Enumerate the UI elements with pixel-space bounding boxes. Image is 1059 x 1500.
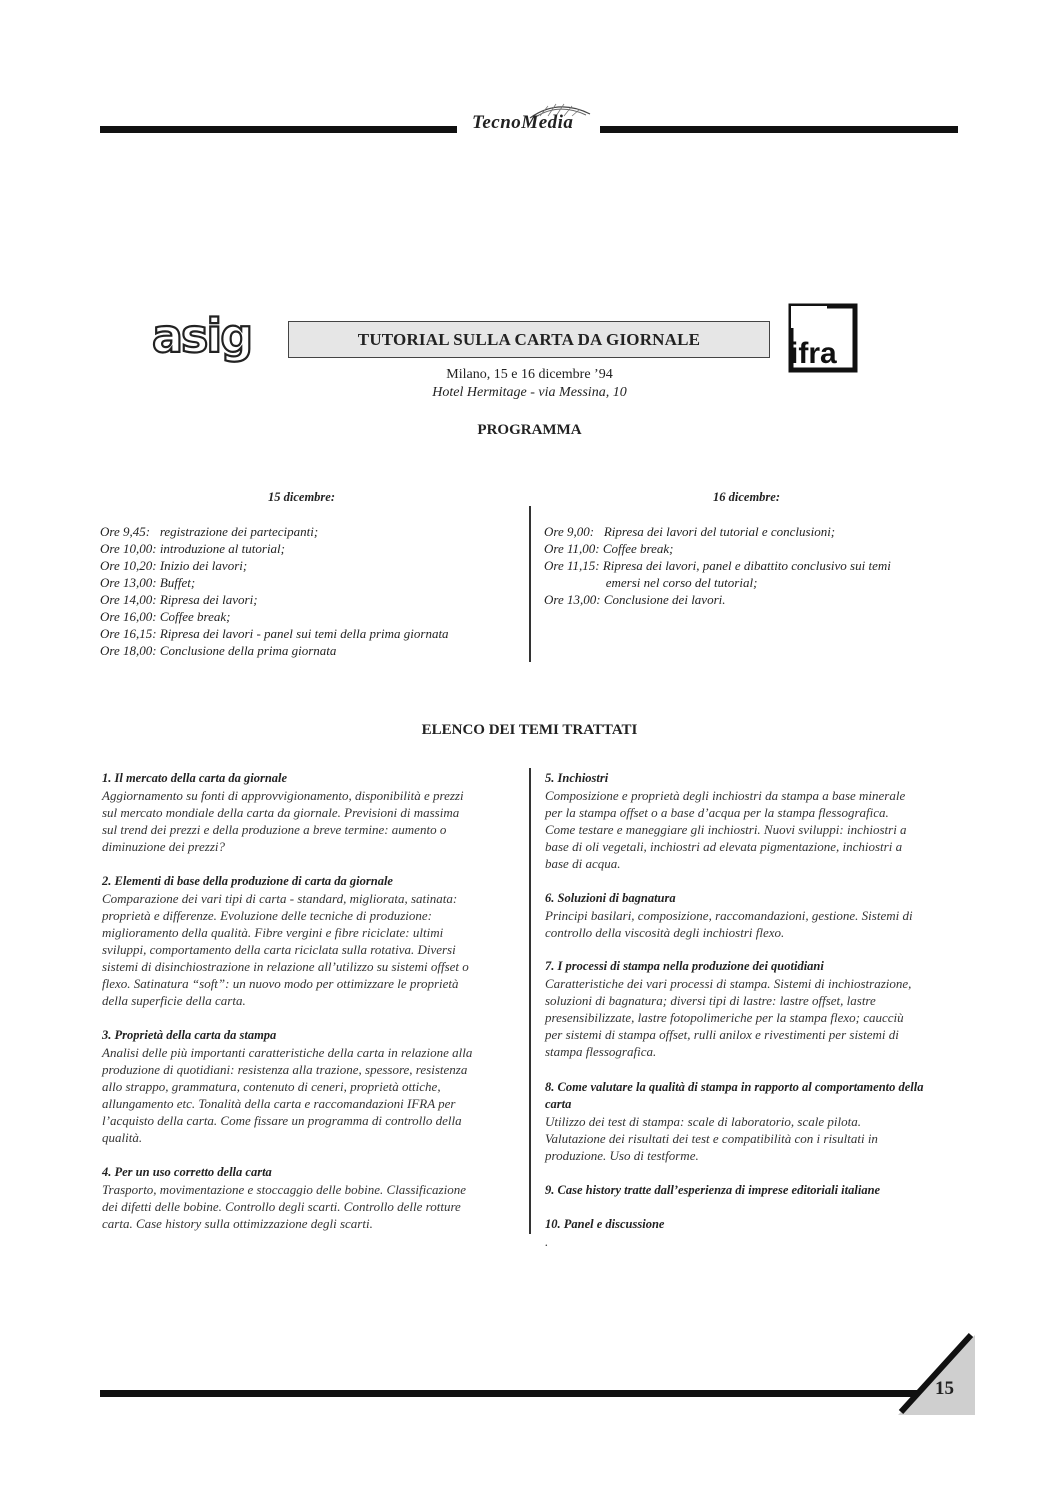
topic-title: 8. Come valutare la qualità di stampa in rapporto al comportamento della carta (545, 1080, 924, 1111)
topic-line: Aggiornamento su fonti di approvvigionamento, disponibilità e prezzi (102, 788, 464, 803)
schedule-item: Ore 11,00: Coffee break; (544, 541, 674, 556)
schedule-divider (529, 506, 531, 662)
masthead-brand: TecnoMedia (472, 112, 574, 133)
topic-line: produzione di quotidiani: resistenza alla trazione, spessore, resistenza (102, 1062, 468, 1077)
schedule-item: Ore 11,15: Ripresa dei lavori, panel e dibattito conclusivo sui temi (544, 558, 891, 573)
topic-line: sul trend dei prezzi e della produzione a breve termine: aumento o (102, 822, 447, 837)
topic-line: miglioramento della qualità. Fibre vergini e fibre riciclate: ultimi (102, 925, 444, 940)
topic-line: base di acqua. (545, 856, 621, 871)
topic-line: sul mercato mondiale della carta da giornale. Previsioni di massima (102, 805, 460, 820)
topic-line: Trasporto, movimentazione e stoccaggio delle bobine. Classificazione (102, 1182, 466, 1197)
topic-line: Come testare e maneggiare gli inchiostri. Nuovi sviluppi: inchiostri a (545, 822, 907, 837)
topic-line: stampa flessografica. (545, 1044, 657, 1059)
topic-line: proprietà e differenze. Evoluzione delle tecniche di produzione: (102, 908, 432, 923)
schedule-item: Ore 18,00: Conclusione della prima giornata (100, 643, 337, 658)
page-corner-triangle (895, 1332, 980, 1417)
page-number: 15 (935, 1378, 954, 1399)
topic-5 (545, 770, 955, 872)
schedule-item: Ore 9,00: Ripresa dei lavori del tutorial e conclusioni; (544, 524, 836, 539)
topic-line: per la stampa offset o a base d’acqua per la stampa flessografica. (545, 805, 889, 820)
topic-line: Principi basilari, composizione, raccomandazioni, gestione. Sistemi di (545, 908, 913, 923)
topic-line: flexo. Satinatura “soft”: un nuovo modo per ottimizzare le proprietà (102, 976, 459, 991)
topic-title: 5. Inchiostri (545, 771, 609, 785)
topic-10 (545, 1216, 955, 1250)
footer-rule (100, 1390, 930, 1397)
topic-7 (545, 958, 955, 1060)
asig-logo (150, 308, 275, 373)
day1-schedule (100, 523, 449, 659)
topic-line: produzione. Uso di testforme. (545, 1148, 699, 1163)
page-title: TUTORIAL SULLA CARTA DA GIORNALE (288, 321, 770, 358)
header-rule-right (600, 126, 958, 133)
topic-line: dei difetti delle bobine. Controllo degli scarti. Controllo delle rotture (102, 1199, 461, 1214)
topic-line: per sistemi di stampa offset, rulli anilox e rivestimenti per sistemi di (545, 1027, 899, 1042)
event-venue: Hotel Hermitage - via Messina, 10 (432, 385, 627, 400)
topic-4 (102, 1164, 512, 1232)
topic-title: 7. I processi di stampa nella produzione dei quotidiani (545, 959, 824, 973)
day2-title: 16 dicembre: (713, 490, 780, 504)
topic-1 (102, 770, 512, 855)
topic-2 (102, 873, 512, 1009)
topic-line: Caratteristiche dei vari processi di stampa. Sistemi di inchiostrazione, (545, 976, 912, 991)
topic-line: Utilizzo dei test di stampa: scale di laboratorio, scale pilota. (545, 1114, 861, 1129)
schedule-item: Ore 10,00: introduzione al tutorial; (100, 541, 286, 556)
topic-line: . (545, 1234, 549, 1249)
topic-line: Comparazione dei vari tipi di carta - standard, migliorata, satinata: (102, 891, 458, 906)
topic-line: qualità. (102, 1130, 143, 1145)
schedule-item: Ore 13,00: Buffet; (100, 575, 196, 590)
topic-line: soluzioni di bagnatura; diversi tipi di lastre: lastre offset, lastre (545, 993, 876, 1008)
topics-divider (529, 768, 531, 1234)
topics-heading: ELENCO DEI TEMI TRATTATI (421, 722, 638, 738)
topic-title: 6. Soluzioni di bagnatura (545, 891, 676, 905)
topic-line: presensibilizzate, lastre fotopolimeriche per la stampa flexo; caucciù (545, 1010, 904, 1025)
topic-line: sistemi di disinchiostrazione in relazione all’utilizzo su sistemi offset o (102, 959, 469, 974)
schedule-item: Ore 13,00: Conclusione dei lavori. (544, 592, 726, 607)
header-rule-left (100, 126, 457, 133)
schedule-item: Ore 9,45: registrazione dei partecipanti; (100, 524, 319, 539)
topic-line: base di oli vegetali, inchiostri ad elevata pigmentazione, inchiostri a (545, 839, 903, 854)
schedule-item: Ore 14,00: Ripresa dei lavori; (100, 592, 258, 607)
day2-schedule (544, 523, 891, 608)
topic-line: sviluppi, comportamento della carta riciclata sulla rotativa. Diversi (102, 942, 456, 957)
svg-text:ifra: ifra (790, 337, 837, 370)
schedule-item: Ore 16,00: Coffee break; (100, 609, 231, 624)
topic-title: 4. Per un uso corretto della carta (102, 1165, 272, 1179)
program-heading: PROGRAMMA (477, 422, 582, 438)
topic-line: controllo della viscosità degli inchiostri flexo. (545, 925, 785, 940)
topic-6 (545, 890, 955, 941)
svg-text:asig: asig (152, 309, 252, 363)
topic-title: 10. Panel e discussione (545, 1217, 665, 1231)
topic-3 (102, 1027, 512, 1146)
schedule-item: emersi nel corso del tutorial; (544, 575, 758, 590)
event-date: Milano, 15 e 16 dicembre ’94 (446, 367, 613, 382)
topic-title: 1. Il mercato della carta da giornale (102, 771, 288, 785)
topic-title: 3. Proprietà della carta da stampa (102, 1028, 277, 1042)
topic-line: diminuzione dei prezzi? (102, 839, 226, 854)
topic-title: 9. Case history tratte dall’esperienza di imprese editoriali italiane (545, 1183, 881, 1197)
topic-8 (545, 1079, 945, 1164)
topic-line: allungamento etc. Tonalità della carta e raccomandazioni IFRA per (102, 1096, 456, 1111)
day1-title: 15 dicembre: (268, 490, 335, 504)
topic-line: l’acquisto della carta. Come fissare un programma di controllo della (102, 1113, 462, 1128)
topic-title: 2. Elementi di base della produzione di carta da giornale (102, 874, 393, 888)
topic-line: Analisi delle più importanti caratteristiche della carta in relazione alla (102, 1045, 473, 1060)
topic-line: allo strappo, grammatura, contenuto di ceneri, proprietà ottiche, (102, 1079, 441, 1094)
topic-9 (545, 1182, 965, 1199)
ifra-logo (788, 303, 858, 373)
topic-line: carta. Case history sulla ottimizzazione degli scarti. (102, 1216, 373, 1231)
topic-line: della superficie della carta. (102, 993, 246, 1008)
schedule-item: Ore 16,15: Ripresa dei lavori - panel sui temi della prima giornata (100, 626, 449, 641)
topic-line: Composizione e proprietà degli inchiostri da stampa a base minerale (545, 788, 906, 803)
schedule-item: Ore 10,20: Inizio dei lavori; (100, 558, 248, 573)
topic-line: Valutazione dei risultati dei test e compatibilità con i risultati in (545, 1131, 878, 1146)
